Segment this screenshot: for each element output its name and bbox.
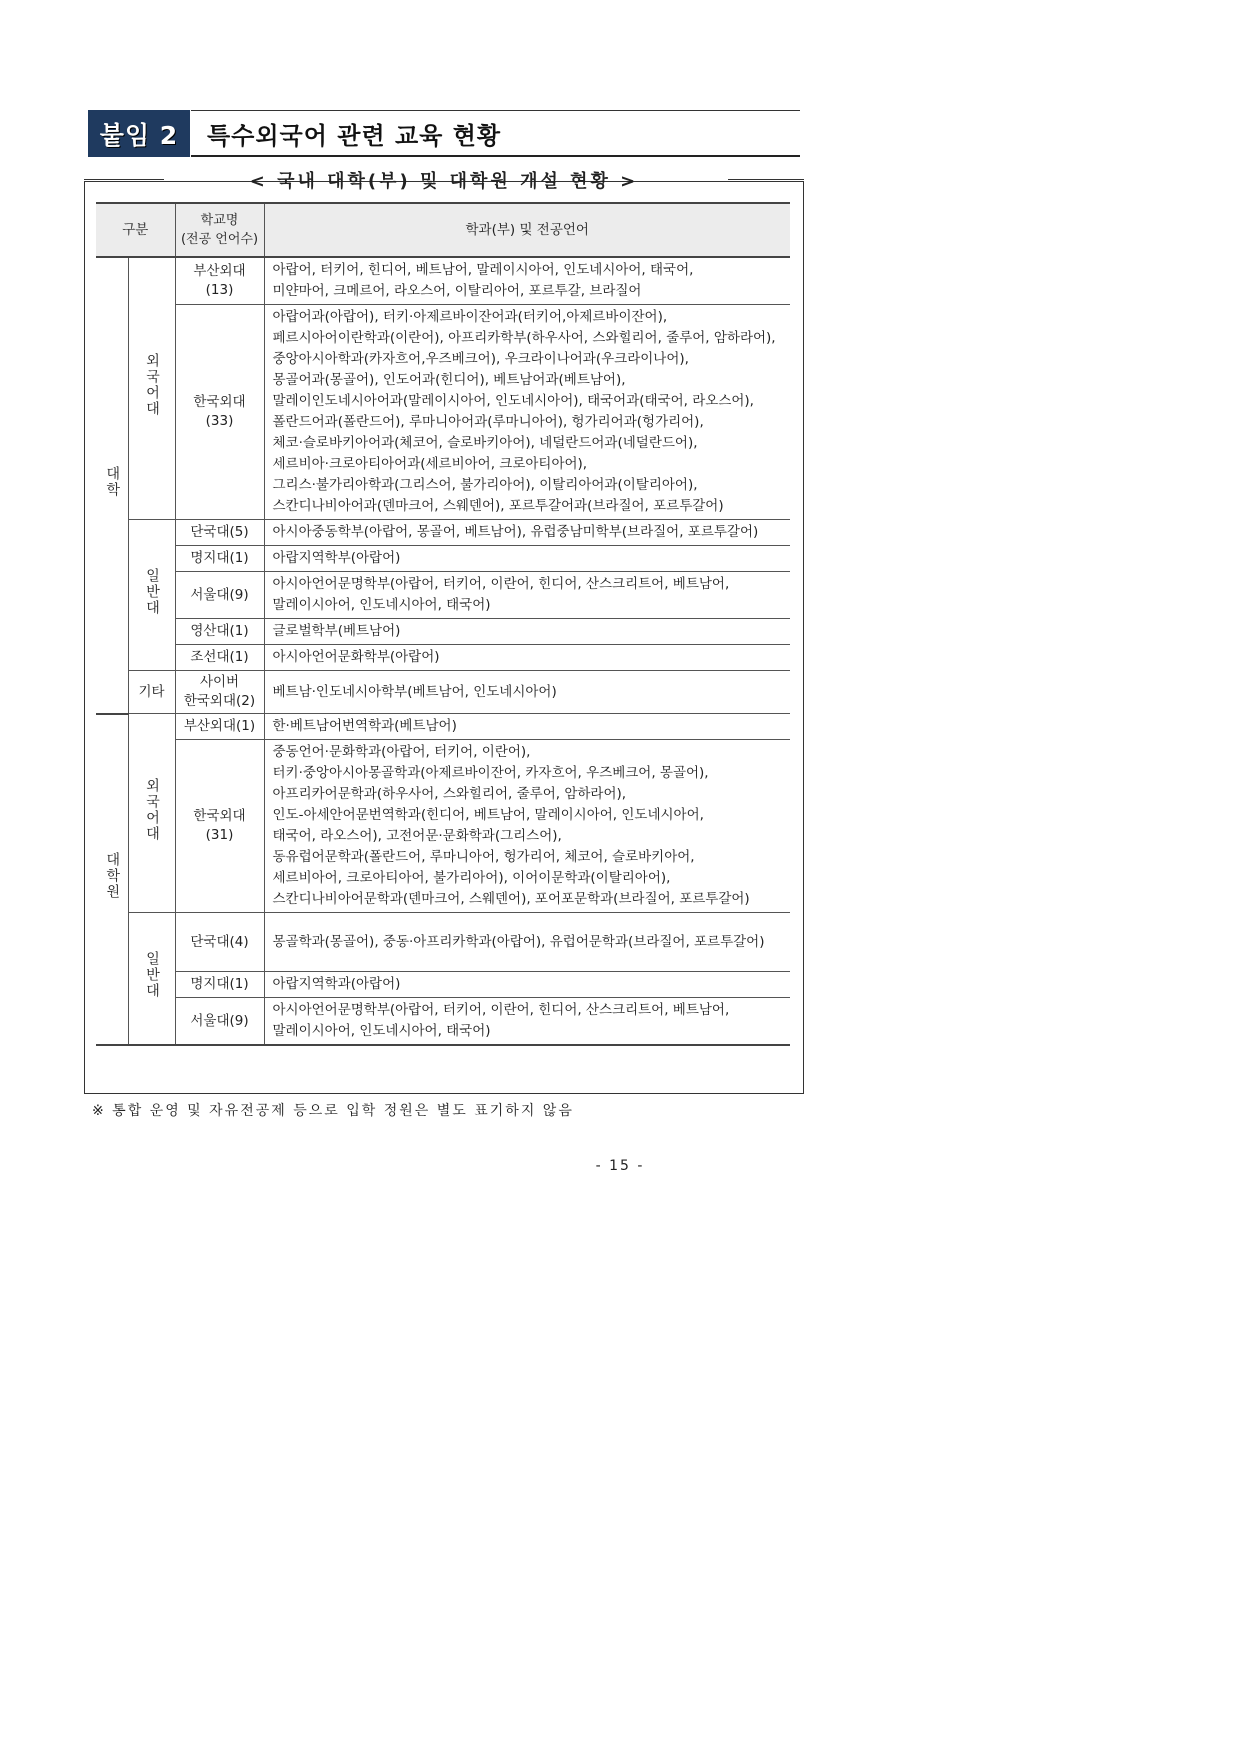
page-number: - 15 -	[595, 1158, 645, 1174]
school-cell: 부산외대(1)	[175, 714, 264, 740]
department-line: 말레이시아어, 인도네시아어, 태국어)	[272, 1023, 491, 1039]
department-line: 말레이인도네시아어과(말레이시아어, 인도네시아어), 태국어과(태국어, 라오스어),	[272, 393, 754, 409]
department-line: 몽골어과(몽골어), 인도어과(힌디어), 베트남어과(베트남어),	[272, 372, 626, 388]
school-cell: 서울대(9)	[175, 998, 264, 1046]
table-row	[96, 671, 790, 714]
department-line: 스칸디나비아어문학과(덴마크어, 스웨덴어), 포어포문학과(브라질어, 포르투갈어)	[272, 891, 750, 907]
subgroup-label: 외국어대	[144, 777, 160, 842]
subgroup-label: 외국어대	[144, 353, 160, 417]
departments-cell	[264, 671, 790, 714]
departments-cell	[264, 619, 790, 645]
department-line: 아시아언어문명학부(아랍어, 터키어, 이란어, 힌디어, 산스크리트어, 베트남어,	[272, 576, 730, 592]
group-undergrad	[96, 257, 128, 714]
department-line: 스칸디나비아어과(덴마크어, 스웨덴어), 포르투갈어과(브라질어, 포르투갈어)	[272, 498, 724, 514]
department-line: 터키·중앙아시아몽골학과(아제르바이잔어, 카자흐어, 우즈베크어, 몽골어),	[272, 765, 709, 781]
header-school: 학교명 (전공 언어수)	[175, 203, 264, 257]
school-cell: 명지대(1)	[175, 546, 264, 572]
subgroup-general	[128, 913, 175, 1046]
department-line: 말레이시아어, 인도네시아어, 태국어)	[272, 597, 491, 613]
school-cell: 서울대(9)	[175, 572, 264, 619]
group-grad	[96, 714, 128, 1046]
title-bar	[191, 110, 800, 157]
department-line: 몽골학과(몽골어), 중동·아프리카학과(아랍어), 유럽어문학과(브라질어, 포르투갈어)	[272, 933, 765, 950]
table-row	[96, 619, 790, 645]
departments-cell	[264, 305, 790, 520]
departments-cell	[264, 714, 790, 740]
page-title: 특수외국어 관련 교육 현황	[207, 121, 502, 150]
table-row	[96, 714, 790, 740]
department-line: 아시아언어문화학부(아랍어)	[272, 649, 440, 665]
attachment-badge: 붙임 2	[88, 110, 190, 157]
school-cell: 단국대(5)	[175, 520, 264, 546]
subgroup-label: 기타	[138, 683, 165, 700]
school-cell: 조선대(1)	[175, 645, 264, 671]
subgroup-label: 일반대	[144, 567, 160, 616]
departments-cell	[264, 913, 790, 972]
group-label: 대학원	[104, 851, 121, 900]
department-line: 아시아언어문명학부(아랍어, 터키어, 이란어, 힌디어, 산스크리트어, 베트남어,	[272, 1002, 730, 1018]
subgroup-label: 일반대	[144, 951, 160, 999]
departments-cell	[264, 645, 790, 671]
table-row	[96, 998, 790, 1046]
department-line: 세르비아·크로아티아어과(세르비아어, 크로아티아어),	[272, 456, 588, 472]
department-line: 세르비아어, 크로아티아어, 불가리아어), 이어이문학과(이탈리아어),	[272, 870, 671, 886]
school-cell: 단국대(4)	[175, 913, 264, 972]
table-row	[96, 645, 790, 671]
department-line: 그리스·불가리아학과(그리스어, 불가리아어), 이탈리아어과(이탈리아어),	[272, 477, 698, 493]
department-line: 중앙아시아학과(카자흐어,우즈베크어), 우크라이나어과(우크라이나어),	[272, 351, 689, 367]
department-line: 태국어, 라오스어), 고전어문·문화학과(그리스어),	[272, 828, 562, 844]
school-cell: 영산대(1)	[175, 619, 264, 645]
header-departments: 학과(부) 및 전공언어	[264, 203, 790, 257]
department-line: 체코·슬로바키아어과(체코어, 슬로바키아어), 네덜란드어과(네덜란드어),	[272, 435, 698, 451]
footnote: ※ 통합 운영 및 자유전공제 등으로 입학 정원은 별도 표기하지 않음	[92, 1103, 574, 1119]
school-cell: 한국외대 (33)	[175, 305, 264, 520]
table-row	[96, 305, 790, 520]
table-row	[96, 257, 790, 305]
department-line: 페르시아어이란학과(이란어), 아프리카학부(하우사어, 스와힐리어, 줄루어, 암하라어),	[272, 330, 776, 346]
subgroup-general	[128, 520, 175, 671]
department-line: 글로벌학부(베트남어)	[272, 623, 401, 639]
department-line: 아랍지역학부(아랍어)	[272, 550, 401, 566]
table-row	[96, 740, 790, 913]
language-program-table	[96, 202, 790, 1046]
section-header	[88, 110, 800, 157]
department-line: 한·베트남어번역학과(베트남어)	[272, 718, 457, 734]
table-wrapper	[96, 202, 790, 1046]
table-row	[96, 520, 790, 546]
school-cell: 명지대(1)	[175, 972, 264, 998]
subgroup-other	[128, 671, 175, 714]
department-line: 아프리카어문학과(하우사어, 스와힐리어, 줄루어, 암하라어),	[272, 786, 627, 802]
subgroup-foreign	[128, 257, 175, 520]
departments-cell	[264, 972, 790, 998]
department-line: 폴란드어과(폴란드어), 루마니아어과(루마니아어), 헝가리어과(헝가리어),	[272, 414, 704, 430]
table-caption-bar	[84, 167, 804, 195]
departments-cell	[264, 572, 790, 619]
table-row	[96, 913, 790, 972]
departments-cell	[264, 998, 790, 1046]
department-line: 미얀마어, 크메르어, 라오스어, 이탈리아어, 포르투갈, 브라질어	[272, 283, 642, 299]
department-line: 베트남·인도네시아학부(베트남어, 인도네시아어)	[272, 683, 557, 700]
table-row	[96, 972, 790, 998]
department-line: 아랍지역학과(아랍어)	[272, 976, 401, 992]
department-line: 동유럽어문학과(폴란드어, 루마니아어, 헝가리어, 체코어, 슬로바키아어,	[272, 849, 695, 865]
departments-cell	[264, 257, 790, 305]
departments-cell	[264, 520, 790, 546]
table-row	[96, 546, 790, 572]
school-cell: 한국외대 (31)	[175, 740, 264, 913]
table-caption: < 국내 대학(부) 및 대학원 개설 현황 >	[249, 171, 639, 192]
departments-cell	[264, 740, 790, 913]
table-header-row	[96, 203, 790, 257]
department-line: 아시아중동학부(아랍어, 몽골어, 베트남어), 유럽중남미학부(브라질어, 포르투갈어)	[272, 524, 759, 540]
department-line: 아랍어과(아랍어), 터키·아제르바이잔어과(터키어,아제르바이잔어),	[272, 309, 668, 325]
table-row	[96, 572, 790, 619]
department-line: 아랍어, 터키어, 힌디어, 베트남어, 말레이시아어, 인도네시아어, 태국어,	[272, 262, 694, 278]
departments-cell	[264, 546, 790, 572]
department-line: 중동언어·문화학과(아랍어, 터키어, 이란어),	[272, 744, 531, 760]
group-label: 대학	[104, 465, 121, 498]
school-cell: 사이버 한국외대(2)	[175, 671, 264, 714]
school-cell: 부산외대 (13)	[175, 257, 264, 305]
subgroup-foreign	[128, 714, 175, 913]
caption-rule-right	[728, 179, 804, 180]
header-category: 구분	[96, 203, 175, 257]
department-line: 인도-아세안어문번역학과(힌디어, 베트남어, 말레이시아어, 인도네시아어,	[272, 807, 704, 823]
